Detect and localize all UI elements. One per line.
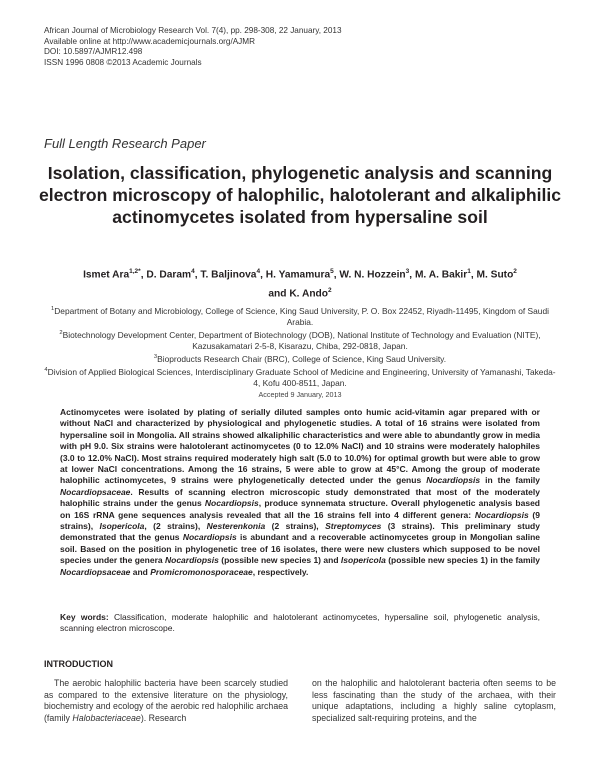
affiliation-text: Division of Applied Biological Sciences, Interdisciplinary Graduate School of Medicine and Engineering, University of Yamanashi, Takeda-4, Kofu 400-8511, Japan. [47,367,556,389]
journal-citation: African Journal of Microbiology Research Vol. 7(4), pp. 298-308, 22 January, 2013 [44,26,342,35]
abstract-text: , respectively. [252,566,309,577]
doi: DOI: 10.5897/AJMR12.498 [44,47,143,57]
abstract-text: . Results of scanning electron microscopic study demonstrated that most of the moderately halophilic strains under the genus [60,486,540,509]
author: W. N. Hozzein [339,269,406,281]
genus-name: Nocardiopsis [426,475,481,486]
journal-url: Available online at http://www.academicjournals.org/AJMR [44,36,256,46]
author: M. A. Bakir [414,269,468,281]
author: T. Baljinova [200,269,257,281]
author: H. Yamamura [265,269,331,281]
genus-name: Nesterenkonia [206,521,266,532]
affiliations [44,304,556,390]
affiliation [44,328,556,352]
issn: ISSN 1996 0808 ©2013 Academic Journals [44,57,202,67]
abstract-text: Actinomycetes were isolated by plating of serially diluted samples onto humic acid-vitamin agar prepared with or without NaCl and characterized by physiological and phylogenetic studies. A total of 16 strains were isolated from hypersaline soil in Mongolia. All strains showed alkaliphilic characteristics and were able to abundantly grow in media with pH 9.0. Six strains were halotolerant actinomycetes (0 to 12.0% NaCl) and 10 strains were moderately halophiles (3.0 to 12.0% NaCl). Most strains required moderately high salt (5.0 to 10.0%) for optimal growth but were able to grow at lower NaCl concentrations. Among the 16 strains, 5 were able to grow at 45°C. Among the group of moderate halophilic actinomycetes, 9 strains were phylogenetically detected under the genus [60,407,540,486]
affiliation-number: 1 [51,306,55,312]
abstract-text: (possible new species 1) in the family [385,555,541,566]
abstract-text: (9 strains), [60,509,540,532]
keywords-label: Key words: [60,612,109,622]
affiliation-text: Biotechnology Development Center, Department of Biotechnology (DOB), National Institute of Technology and Evaluation (NITE), Kazusakamatari 2-5-8, Kisarazu, Chiba, 292-0818, Japan. [62,330,541,352]
family-name: Nocardiopsaceae [60,486,131,497]
introduction-left-column [44,678,288,725]
paper-title: Isolation, classification, phylogenetic analysis and scanning electron microscopy of halophilic, halotolerant and alkaliphilic actinomycetes isolated from hypersaline soil [38,163,562,227]
introduction-right-column: on the halophilic and halotolerant bacteria often seems to be less fascinating than the study of the archaea, with their unique adaptations, including a highly saline cytoplasm, specialized salt-requiring proteins, and the [312,678,556,724]
author-affiliation-mark: 4 [256,268,261,275]
affiliation-number: 3 [153,354,158,361]
family-name: Promicromonosporaceae [150,566,253,577]
author-affiliation-mark: 5 [330,268,334,275]
genus-name: Nocardiopsis [474,509,529,520]
author: D. Daram [146,269,192,281]
family-name: Halobacteriaceae [72,713,141,724]
abstract-text: , (2 strains), [144,521,207,532]
affiliation-text: Department of Botany and Microbiology, College of Science, King Saud University, P. O. Box 22452, Riyadh-11495, Kingdom of Saudi Arabia. [54,305,549,327]
genus-name: Nocardiopsis [204,498,259,509]
paper-type: Full Length Research Paper [44,136,206,151]
affiliation [44,304,556,328]
affiliation [44,365,556,389]
abstract-text: is abundant and a recoverable actinomycetes group in Mongolian saline soil. Based on the position in phylogenetic tree of 16 isolates, there were new clusters which supposed to be novel species under the genera [60,532,540,566]
affiliation-text: Bioproducts Research Chair (BRC), College of Science, King Saud University. [157,354,447,365]
abstract-text: (possible new species 1) and [218,555,341,566]
abstract-text: in the family [480,475,540,486]
affiliation-number: 2 [59,330,63,337]
author-affiliation-mark: 1 [467,268,471,275]
author-affiliation-mark: 3 [405,268,410,275]
abstract [60,407,540,578]
journal-header [44,26,342,68]
affiliation-number: 4 [44,367,48,374]
genus-name: Nocardiopsis [165,555,219,566]
abstract-text: , produce synnemata structure. Overall phylogenetic analysis based on 16S rRNA gene sequences analysis revealed that all the 16 strains fell into 4 different genera: [60,498,540,520]
introduction-heading: INTRODUCTION [44,659,113,669]
family-name: Nocardiopsaceae [60,566,131,577]
genus-name: Isopericola [99,521,145,532]
author-affiliation-mark: 2 [513,268,517,275]
genus-name: Streptomyces [325,521,382,532]
author: K. Ando [289,288,328,300]
affiliation [44,352,556,365]
abstract-text: (3 strains). This preliminary study demonstrated that the genus [60,521,540,543]
keywords [60,612,540,635]
genus-name: Nocardiopsis [182,532,237,543]
author-affiliation-mark: 1,2* [129,268,141,275]
body-text: ). Research [140,713,187,724]
author-affiliation-mark: 2 [328,287,332,295]
body-text: The aerobic halophilic bacteria have been scarcely studied as compared to the extensive literature on the physiology, biochemistry and ecology of the aerobic red halophilic archaea (family [44,678,288,724]
accepted-date: Accepted 9 January, 2013 [258,390,342,399]
abstract-text: and [130,566,151,577]
author: M. Suto [476,269,514,281]
authors-conjunction: and [268,288,287,300]
keywords-text: Classification, moderate halophilic and halotolerant actinomycetes, hypersaline soil, phylogenetic analysis, scanning electron microscope. [60,612,540,634]
author: Ismet Ara [83,269,130,281]
genus-name: Isopericola [340,555,386,566]
abstract-text: (2 strains), [265,521,326,532]
author-list: Ismet Ara$^{1,2*}$, D. Daram$^4$, T. Baljinova$^4$, H. Yamamura$^5$, W. N. Hozzein$^3$, M. A. Bakir$^1$, M. Suto$^2$ and K. Ando$^2$ [83,268,517,300]
author-affiliation-mark: 4 [191,268,195,275]
